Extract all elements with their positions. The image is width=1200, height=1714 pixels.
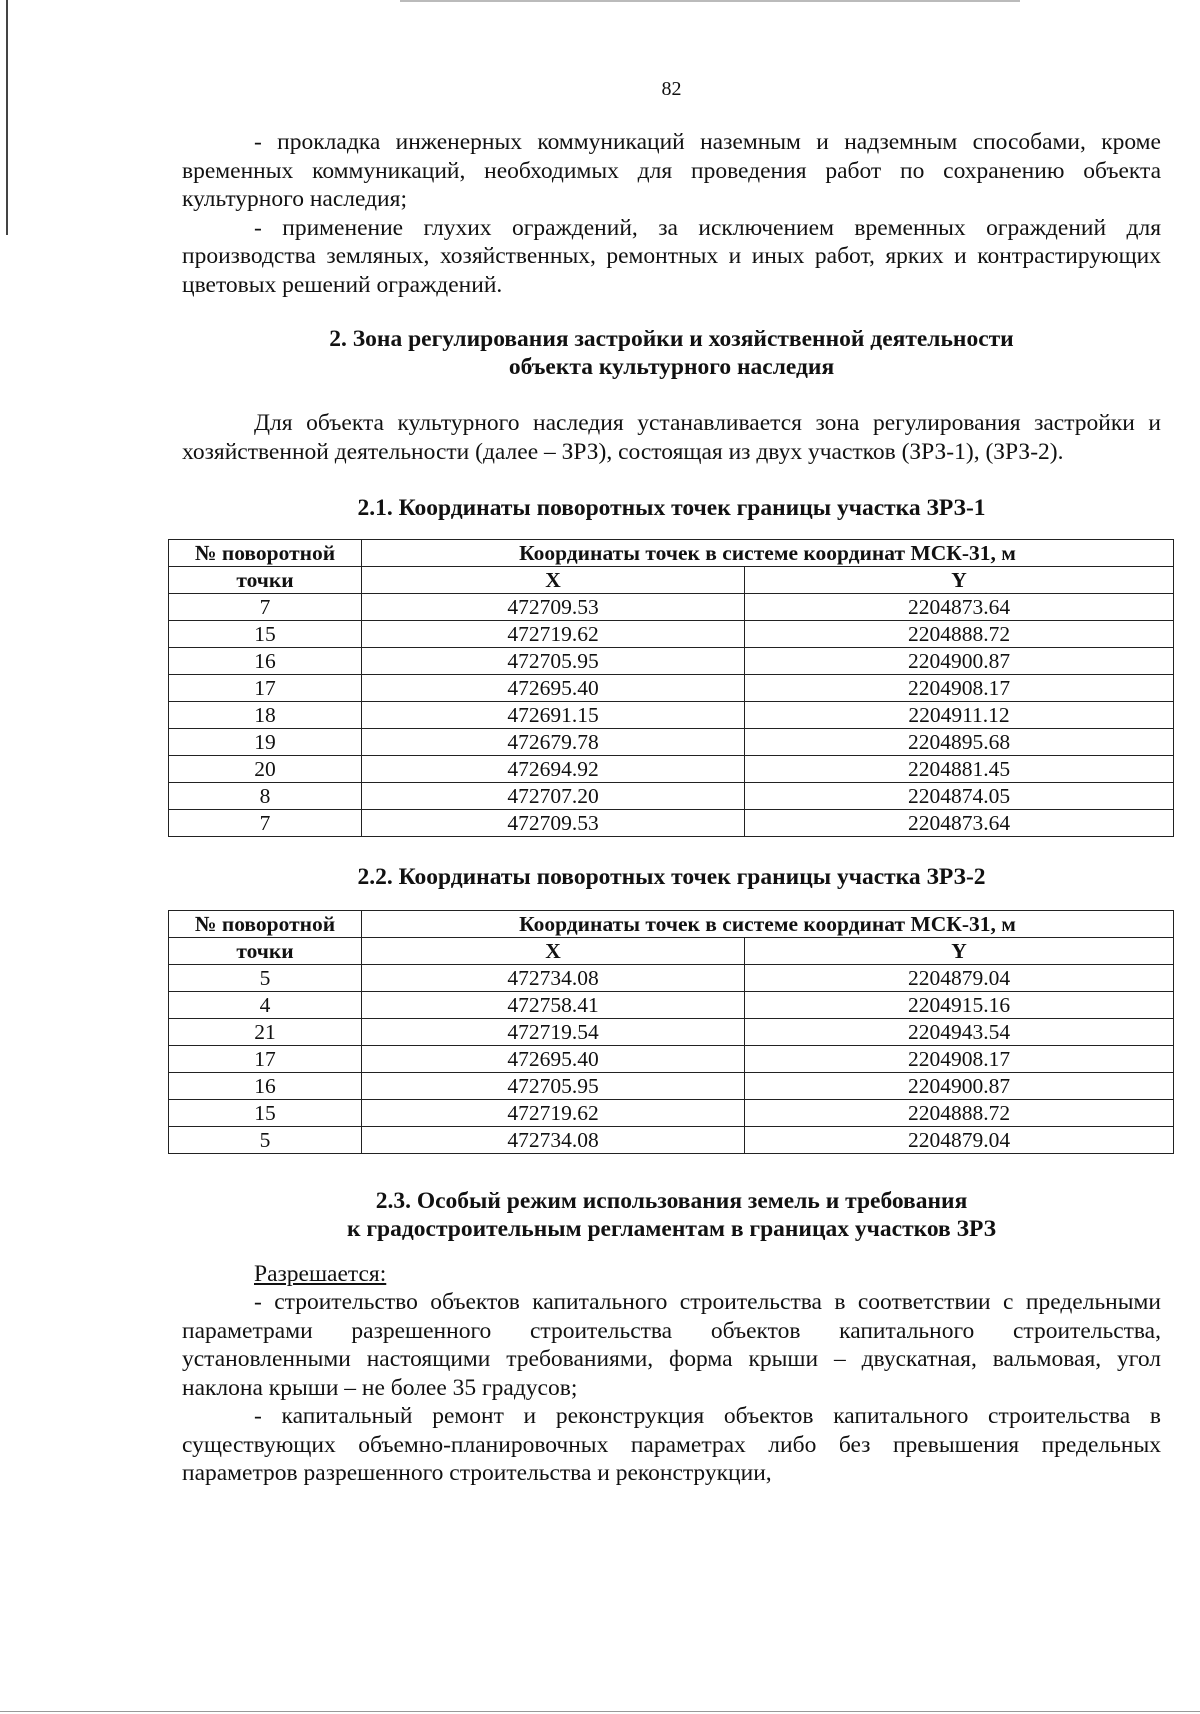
cell-y: 2204900.87 (745, 648, 1174, 675)
scan-edge-bottom (0, 1711, 1200, 1712)
cell-x: 472679.78 (362, 729, 745, 756)
cell-y: 2204900.87 (745, 1073, 1174, 1100)
cell-x: 472719.54 (362, 1019, 745, 1046)
section-2-heading-line2: объекта культурного наследия (508, 354, 835, 380)
header-coordinates: Координаты точек в системе координат МСК-31, м (362, 911, 1174, 938)
section-2-3-heading-line2: к градостроительным регламентам в границах участков ЗРЗ (346, 1216, 997, 1242)
table-row (169, 1127, 1174, 1154)
cell-y: 2204879.04 (745, 965, 1174, 992)
cell-point: 16 (169, 648, 362, 675)
cell-x: 472707.20 (362, 783, 745, 810)
cell-point: 17 (169, 1046, 362, 1073)
cell-y: 2204873.64 (745, 810, 1174, 837)
cell-y: 2204881.45 (745, 756, 1174, 783)
paragraph-construction: - строительство объектов капитального строительства в соответствии с предельными параметрами разрешенного строительства объектов капитального строительства, установленными настоящими требованиями, форма крыши – двускатная, вальмовая, угол наклона крыши – не более 35 градусов; (182, 1289, 1161, 1401)
table-row (169, 648, 1174, 675)
cell-x: 472695.40 (362, 675, 745, 702)
table-row (169, 992, 1174, 1019)
header-y: Y (745, 567, 1174, 594)
cell-x: 472734.08 (362, 1127, 745, 1154)
table-row (169, 965, 1174, 992)
cell-point: 19 (169, 729, 362, 756)
cell-x: 472758.41 (362, 992, 745, 1019)
allowed-label-row (182, 1260, 1161, 1288)
cell-point: 15 (169, 1100, 362, 1127)
table-row (169, 810, 1174, 837)
table-1-title: 2.1. Координаты поворотных точек границы участка ЗРЗ-1 (357, 495, 986, 521)
header-point-number-line1: № поворотной (169, 540, 362, 567)
paragraph-reconstruction: - капитальный ремонт и реконструкция объектов капитального строительства в существующих объемно-планировочных параметрах либо без превышения предельных параметров разрешенного строительства и реконструкции, (182, 1403, 1161, 1486)
cell-x: 472709.53 (362, 594, 745, 621)
cell-point: 7 (169, 810, 362, 837)
cell-point: 5 (169, 1127, 362, 1154)
cell-x: 472719.62 (362, 621, 745, 648)
table-header-row (169, 911, 1174, 938)
cell-x: 472719.62 (362, 1100, 745, 1127)
cell-point: 16 (169, 1073, 362, 1100)
header-point-number-line2: точки (169, 567, 362, 594)
section-2-3-heading-line1: 2.3. Особый режим использования земель и требования (375, 1188, 968, 1214)
allowed-label: Разрешается: (254, 1261, 387, 1287)
cell-point: 17 (169, 675, 362, 702)
cell-point: 5 (169, 965, 362, 992)
cell-point: 21 (169, 1019, 362, 1046)
section-2-heading (182, 325, 1161, 381)
cell-point: 15 (169, 621, 362, 648)
table-header-row (169, 567, 1174, 594)
cell-x: 472694.92 (362, 756, 745, 783)
cell-point: 18 (169, 702, 362, 729)
cell-point: 20 (169, 756, 362, 783)
table-zrz-2 (168, 910, 1174, 1154)
table-row (169, 702, 1174, 729)
table-header-row (169, 540, 1174, 567)
cell-y: 2204873.64 (745, 594, 1174, 621)
cell-y: 2204888.72 (745, 621, 1174, 648)
table-row (169, 675, 1174, 702)
cell-y: 2204908.17 (745, 675, 1174, 702)
paragraph-zrz-intro: Для объекта культурного наследия устанавливается зона регулирования застройки и хозяйственной деятельности (далее – ЗРЗ), состоящая из двух участков (ЗРЗ-1), (ЗРЗ-2). (182, 410, 1161, 465)
scan-edge-top (400, 0, 1020, 2)
cell-point: 4 (169, 992, 362, 1019)
table-header-row (169, 938, 1174, 965)
table-2-title: 2.2. Координаты поворотных точек границы участка ЗРЗ-2 (357, 864, 986, 890)
cell-x: 472691.15 (362, 702, 745, 729)
table-zrz-1 (168, 539, 1174, 837)
table-row (169, 621, 1174, 648)
header-x: X (362, 938, 745, 965)
cell-y: 2204888.72 (745, 1100, 1174, 1127)
table-row (169, 783, 1174, 810)
header-x: X (362, 567, 745, 594)
section-2-3-heading (182, 1187, 1161, 1243)
cell-x: 472705.95 (362, 1073, 745, 1100)
header-point-number-line1: № поворотной (169, 911, 362, 938)
header-coordinates: Координаты точек в системе координат МСК-31, м (362, 540, 1174, 567)
cell-x: 472734.08 (362, 965, 745, 992)
table-row (169, 729, 1174, 756)
section-2-heading-line1: 2. Зона регулирования застройки и хозяйственной деятельности (329, 326, 1014, 352)
cell-y: 2204895.68 (745, 729, 1174, 756)
cell-y: 2204874.05 (745, 783, 1174, 810)
paragraph-fences: - применение глухих ограждений, за исключением временных ограждений для производства земляных, хозяйственных, ремонтных и иных работ, ярких и контрастирующих цветовых решений ограждений. (182, 214, 1161, 298)
table-row (169, 756, 1174, 783)
cell-y: 2204911.12 (745, 702, 1174, 729)
table-row (169, 1073, 1174, 1100)
cell-x: 472709.53 (362, 810, 745, 837)
table-row (169, 1046, 1174, 1073)
header-point-number-line2: точки (169, 938, 362, 965)
cell-point: 7 (169, 594, 362, 621)
cell-y: 2204879.04 (745, 1127, 1174, 1154)
page-number: 82 (661, 78, 682, 100)
cell-x: 472705.95 (362, 648, 745, 675)
cell-y: 2204943.54 (745, 1019, 1174, 1046)
header-y: Y (745, 938, 1174, 965)
cell-x: 472695.40 (362, 1046, 745, 1073)
cell-point: 8 (169, 783, 362, 810)
table-row (169, 1100, 1174, 1127)
table-row (169, 1019, 1174, 1046)
cell-y: 2204908.17 (745, 1046, 1174, 1073)
table-row (169, 594, 1174, 621)
scan-edge-left (6, 0, 8, 235)
cell-y: 2204915.16 (745, 992, 1174, 1019)
document-body (182, 128, 1161, 1488)
paragraph-utilities: - прокладка инженерных коммуникаций наземным и надземным способами, кроме временных коммуникаций, необходимых для проведения работ по сохранению объекта культурного наследия; (182, 129, 1161, 212)
